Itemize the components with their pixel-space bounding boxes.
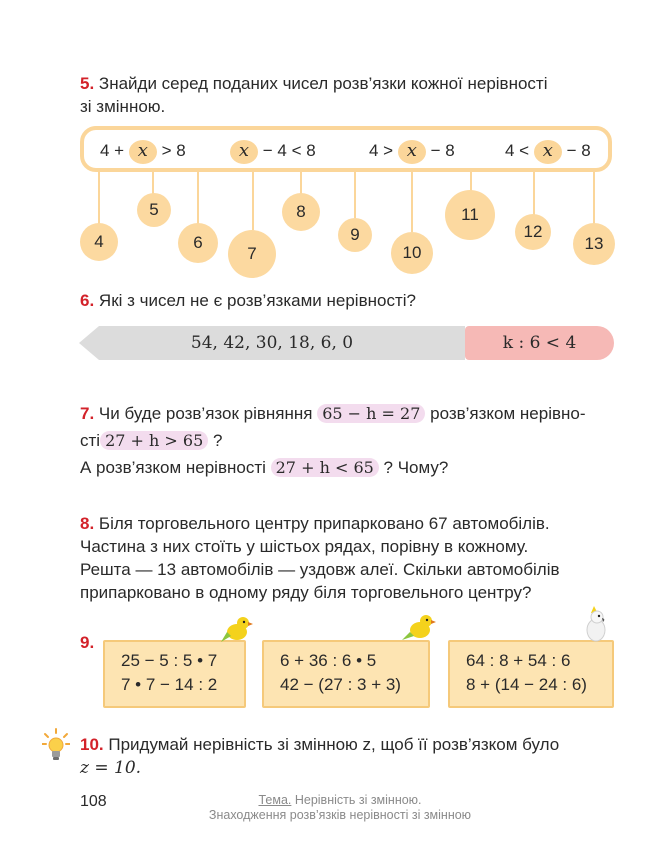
task10-line2: z = 10. [80,758,142,778]
inequality-4 [505,139,591,163]
inequality-1-right: > 8 [161,141,186,160]
hanger-line [98,172,100,224]
number-ball: 6 [178,223,218,263]
number-ball: 8 [282,193,320,231]
variable-x-badge: x [398,140,426,164]
task8-line3: Решта — 13 автомобілів — уздовж алеї. Скільки автомобілів [80,560,560,579]
white-cockatoo-icon [582,604,610,644]
expression-card-1 [103,640,246,708]
number-ball: 13 [573,223,615,265]
topic-label: Тема. [258,793,292,807]
task5-text-line2: зі змінною. [80,97,166,116]
task9-number-wrap [80,631,94,654]
expression: 64 : 8 + 54 : 6 [466,651,571,670]
yellow-bird-icon [221,612,255,646]
number-ball: 5 [137,193,171,227]
task8-line1: Біля торговельного центру припарковано 67 автомобілів. [98,514,550,533]
number-ball: 7 [228,230,276,278]
hanger-line [354,172,356,218]
task5-number: 5. [80,74,95,93]
lightbulb-icon [42,728,70,762]
task10-line1: Придумай нерівність зі змінною z, щоб її розв’язком було [108,735,560,754]
task7-line2a: сті [80,431,101,450]
task7-line2b: ? [213,431,223,450]
task8-number: 8. [80,514,95,533]
number-ball: 11 [445,190,495,240]
inequality-4-left: 4 < [505,141,530,160]
variable-x-badge: x [129,140,157,164]
inequality-2-right: − 4 < 8 [262,141,316,160]
task8-line2: Частина з них стоїть у шістьох рядах, порівну в кожному. [80,537,529,556]
inequality-highlight-2: 27 + h < 65 [271,458,379,477]
inequality-3-right: − 8 [430,141,455,160]
footer-topic [190,793,490,823]
topic-line1: Нерівність зі змінною. [291,793,422,807]
hanger-line [152,172,154,194]
task6-inequality: k : 6 < 4 [465,326,614,360]
hanger-line [470,172,472,192]
task6-text [80,289,614,312]
task6-number: 6. [80,291,95,310]
number-ball: 12 [515,214,551,250]
number-ball: 4 [80,223,118,261]
variable-x-badge: x [534,140,562,164]
hanger-line [411,172,413,232]
inequality-highlight-1: 27 + h > 65 [100,431,208,450]
inequality-3 [369,139,455,163]
hanger-line [197,172,199,224]
inequality-1 [100,139,186,163]
hanger-line [593,172,595,224]
equation-highlight: 65 − h = 27 [317,404,425,423]
yellow-bird-icon [402,610,436,644]
page-number: 108 [80,793,107,810]
expression-card-3 [448,640,614,708]
expression: 6 + 36 : 6 • 5 [280,651,377,670]
inequality-1-left: 4 + [100,141,125,160]
task7-line1a: Чи буде розв’язок рівняння [98,404,313,423]
task8-text [80,512,614,604]
inequality-3-left: 4 > [369,141,394,160]
hanger-line [533,172,535,216]
number-ball: 10 [391,232,433,274]
inequality-2 [230,139,316,163]
task7-text [80,400,614,481]
inequality-4-right: − 8 [566,141,591,160]
hanger-line [300,172,302,194]
topic-line2: Знаходження розв’язків нерівності зі змінною [208,808,472,822]
task7-line3a: А розв’язком нерівності [80,458,266,477]
task7-line3b: ? Чому? [383,458,449,477]
task10-number: 10. [80,735,104,754]
expression: 25 − 5 : 5 • 7 [121,651,218,670]
number-ball: 9 [338,218,372,252]
task7-number: 7. [80,404,95,423]
expression: 42 − (27 : 3 + 3) [280,675,401,694]
variable-x-badge: x [230,140,258,164]
task5-text-line1: Знайди серед поданих чисел розв’язки кожної нерівності [98,74,548,93]
expression-card-2 [262,640,430,708]
expression: 7 • 7 − 14 : 2 [121,675,218,694]
task7-line1b: розв’язком нерівно- [430,404,586,423]
numbers-list: 54, 42, 30, 18, 6, 0 [190,333,354,353]
task5-text [80,72,614,118]
task10-text [80,733,614,780]
task8-line4: припарковано в одному ряду біля торговельного центру? [80,583,532,602]
task6-question: Які з чисел не є розв’язками нерівності? [98,291,416,310]
expression: 8 + (14 − 24 : 6) [466,675,587,694]
hanger-line [252,172,254,230]
task9-number: 9. [80,633,95,652]
